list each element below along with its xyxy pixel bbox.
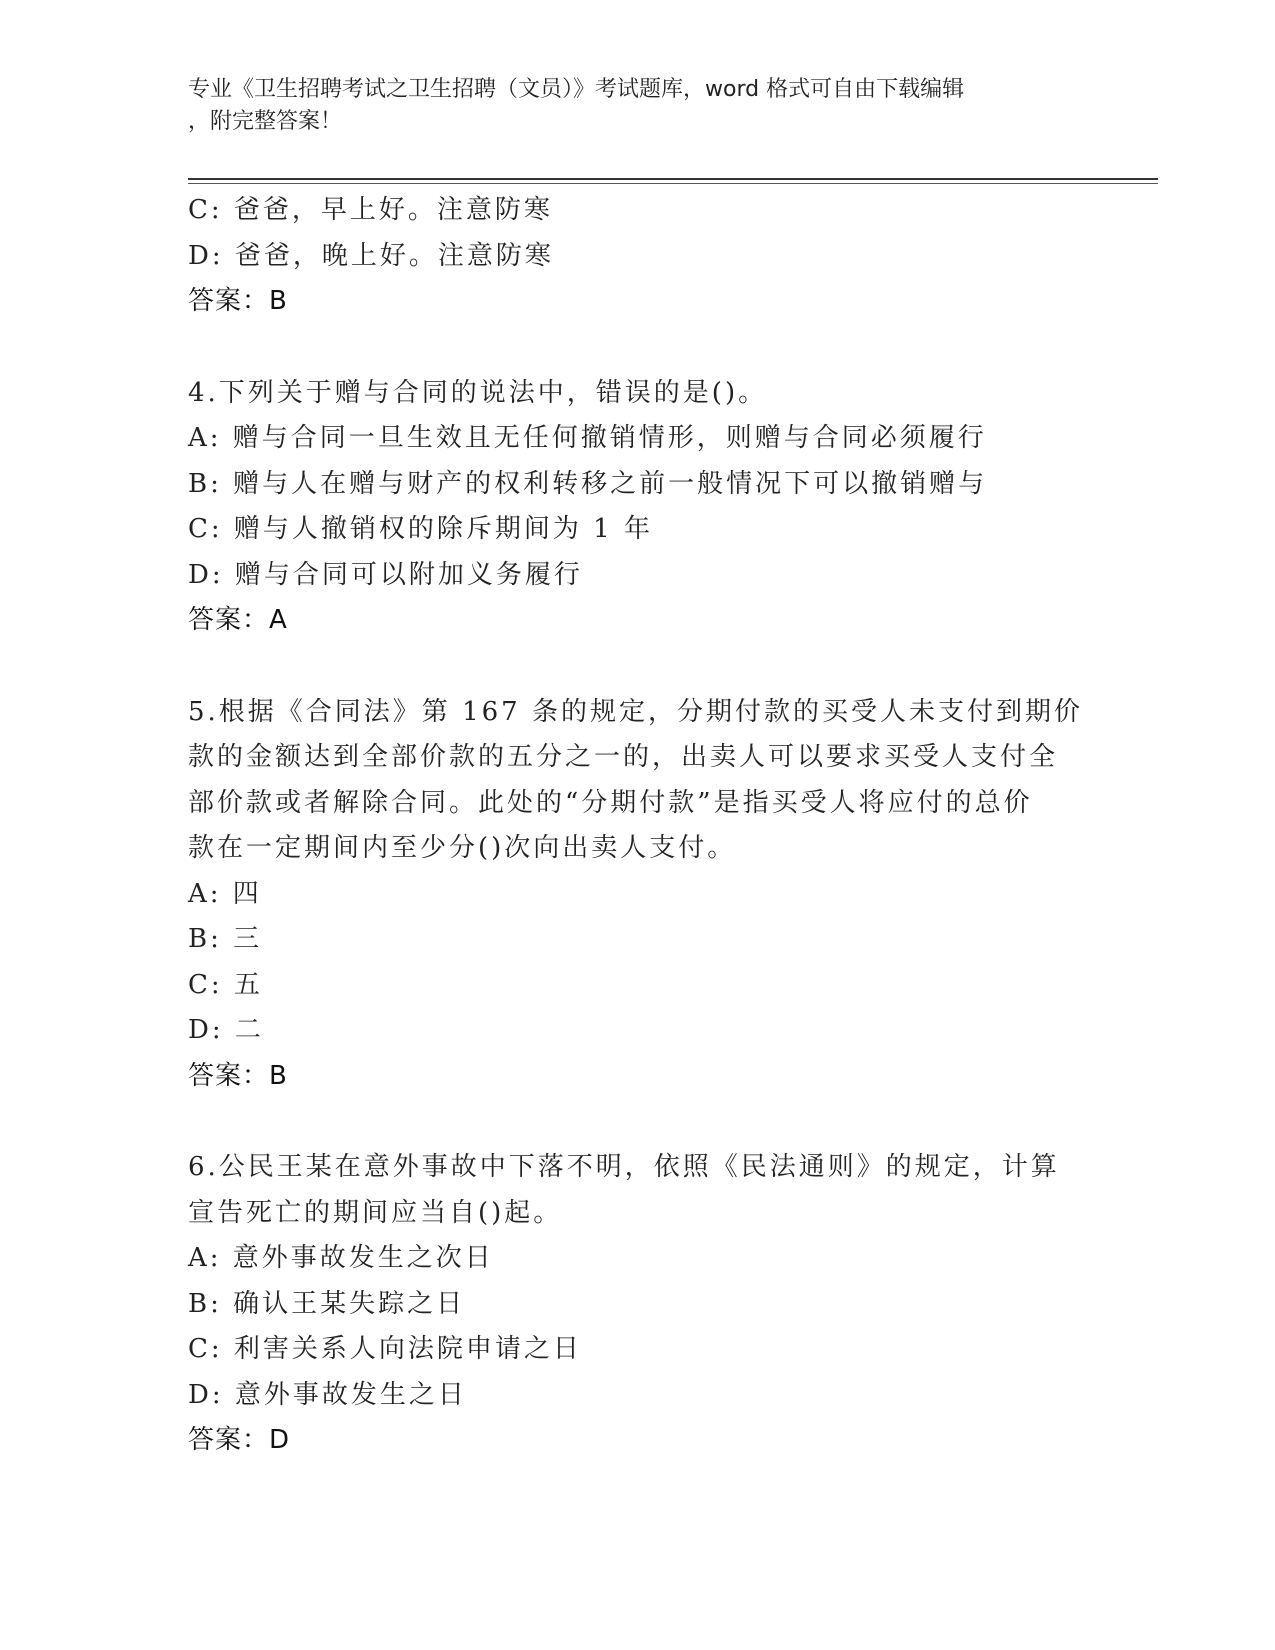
question-stem-line-1: 5.根据《合同法》第 167 条的规定，分期付款的买受人未支付到期价 — [188, 696, 1083, 727]
option-c: C: 五 — [188, 969, 263, 1000]
answer-label: 答案：B — [188, 1060, 288, 1091]
option-d: D: 赠与合同可以附加义务履行 — [188, 559, 583, 590]
question-stem-line-2: 宣告死亡的期间应当自()起。 — [188, 1197, 563, 1228]
option-b: B: 三 — [188, 924, 263, 954]
question-block-prev — [188, 188, 1068, 325]
question-block-6 — [188, 1145, 1068, 1464]
question-stem-line-2: 款的金额达到全部价款的五分之一的，出卖人可以要求买受人支付全 — [188, 742, 1059, 772]
spacer — [188, 325, 1068, 371]
header-line-1: 专业《卫生招聘考试之卫生招聘（文员）》考试题库，word 格式可自由下载编辑 — [188, 77, 965, 102]
question-block-4 — [188, 371, 1068, 644]
answer-label: 答案：D — [188, 1425, 291, 1455]
header-divider-thick — [188, 178, 1158, 180]
answer-label: 答案：A — [188, 605, 288, 635]
document-header — [188, 74, 1088, 138]
header-line-2: ，附完整答案！ — [188, 109, 343, 134]
spacer — [188, 644, 1068, 690]
option-a: A: 意外事故发生之次日 — [188, 1243, 494, 1273]
option-a: A: 四 — [188, 878, 262, 909]
question-block-5 — [188, 690, 1083, 1100]
option-c: C: 利害关系人向法院申请之日 — [188, 1334, 582, 1364]
question-stem-line-1: 6.公民王某在意外事故中下落不明，依照《民法通则》的规定，计算 — [188, 1152, 1060, 1182]
option-a: A: 赠与合同一旦生效且无任何撤销情形，则赠与合同必须履行 — [188, 423, 987, 453]
spacer — [188, 1099, 1068, 1145]
option-b: B: 确认王某失踪之日 — [188, 1288, 466, 1319]
option-d: D: 意外事故发生之日 — [188, 1379, 467, 1410]
header-divider-thin — [188, 183, 1158, 184]
question-stem-line-3: 部价款或者解除合同。此处的“分期付款”是指买受人将应付的总价 — [188, 787, 1033, 818]
option-b: B: 赠与人在赠与财产的权利转移之前一般情况下可以撤销赠与 — [188, 468, 988, 499]
question-stem: 4.下列关于赠与合同的说法中，错误的是()。 — [188, 377, 768, 408]
option-c: C: 赠与人撤销权的除斥期间为 1 年 — [188, 514, 653, 544]
option-d: D: 爸爸，晚上好。注意防寒 — [188, 240, 554, 271]
question-list — [188, 188, 1083, 1464]
option-c: C: 爸爸，早上好。注意防寒 — [188, 195, 553, 225]
question-stem-line-4: 款在一定期间内至少分()次向出卖人支付。 — [188, 833, 737, 863]
answer-label: 答案：B — [188, 286, 288, 316]
option-d: D: 二 — [188, 1015, 264, 1045]
